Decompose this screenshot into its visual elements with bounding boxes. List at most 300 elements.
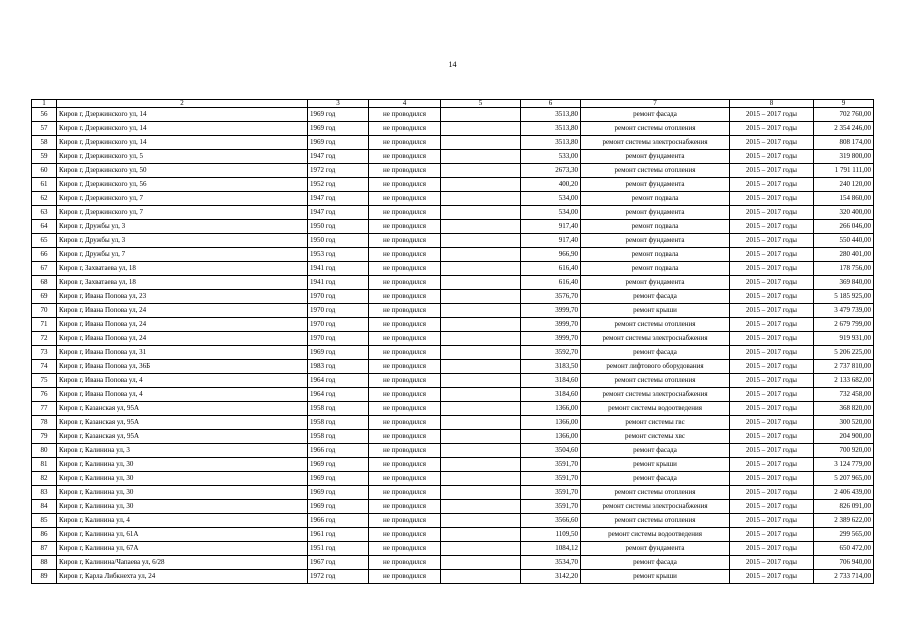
table-row xyxy=(32,556,874,570)
work-type-cell: ремонт системы электроснабжения xyxy=(581,136,730,150)
area-cell: 1366,00 xyxy=(521,430,581,444)
row-number: 73 xyxy=(32,346,57,360)
last-repair-cell: не проводился xyxy=(369,178,441,192)
cost-cell: 919 931,00 xyxy=(814,332,874,346)
cost-cell: 2 679 799,00 xyxy=(814,318,874,332)
work-type-cell: ремонт фасада xyxy=(581,472,730,486)
table-row xyxy=(32,318,874,332)
row-number: 80 xyxy=(32,444,57,458)
period-cell: 2015 – 2017 годы xyxy=(730,206,814,220)
area-cell: 3513,80 xyxy=(521,136,581,150)
empty-cell xyxy=(441,458,521,472)
build-year-cell: 1964 год xyxy=(308,374,369,388)
area-cell: 534,00 xyxy=(521,206,581,220)
last-repair-cell: не проводился xyxy=(369,472,441,486)
work-type-cell: ремонт системы отопления xyxy=(581,374,730,388)
last-repair-cell: не проводился xyxy=(369,360,441,374)
build-year-cell: 1969 год xyxy=(308,122,369,136)
empty-cell xyxy=(441,528,521,542)
empty-cell xyxy=(441,164,521,178)
area-cell: 1084,12 xyxy=(521,542,581,556)
table-row xyxy=(32,346,874,360)
column-header: 4 xyxy=(369,100,441,108)
build-year-cell: 1950 год xyxy=(308,234,369,248)
cost-cell: 808 174,00 xyxy=(814,136,874,150)
empty-cell xyxy=(441,192,521,206)
cost-cell: 5 185 925,00 xyxy=(814,290,874,304)
row-number: 87 xyxy=(32,542,57,556)
row-number: 72 xyxy=(32,332,57,346)
address-cell: Киров г, Ивана Попова ул, 36Б xyxy=(57,360,308,374)
row-number: 88 xyxy=(32,556,57,570)
build-year-cell: 1966 год xyxy=(308,514,369,528)
row-number: 86 xyxy=(32,528,57,542)
table-row xyxy=(32,206,874,220)
work-type-cell: ремонт фасада xyxy=(581,556,730,570)
work-type-cell: ремонт фасада xyxy=(581,290,730,304)
last-repair-cell: не проводился xyxy=(369,556,441,570)
table-row xyxy=(32,402,874,416)
last-repair-cell: не проводился xyxy=(369,500,441,514)
table-row xyxy=(32,262,874,276)
address-cell: Киров г, Калинина ул, 4 xyxy=(57,514,308,528)
work-type-cell: ремонт подвала xyxy=(581,220,730,234)
address-cell: Киров г, Калинина ул, 30 xyxy=(57,500,308,514)
build-year-cell: 1958 год xyxy=(308,430,369,444)
build-year-cell: 1969 год xyxy=(308,108,369,122)
last-repair-cell: не проводился xyxy=(369,444,441,458)
table-row xyxy=(32,388,874,402)
area-cell: 3999,70 xyxy=(521,304,581,318)
period-cell: 2015 – 2017 годы xyxy=(730,444,814,458)
row-number: 71 xyxy=(32,318,57,332)
work-type-cell: ремонт системы отопления xyxy=(581,486,730,500)
work-type-cell: ремонт системы гвс xyxy=(581,416,730,430)
column-header: 6 xyxy=(521,100,581,108)
period-cell: 2015 – 2017 годы xyxy=(730,374,814,388)
cost-cell: 2 133 682,00 xyxy=(814,374,874,388)
cost-cell: 154 860,00 xyxy=(814,192,874,206)
cost-cell: 1 791 111,00 xyxy=(814,164,874,178)
build-year-cell: 1958 год xyxy=(308,416,369,430)
build-year-cell: 1947 год xyxy=(308,192,369,206)
table-row xyxy=(32,290,874,304)
last-repair-cell: не проводился xyxy=(369,416,441,430)
area-cell: 3592,70 xyxy=(521,346,581,360)
build-year-cell: 1947 год xyxy=(308,150,369,164)
period-cell: 2015 – 2017 годы xyxy=(730,192,814,206)
last-repair-cell: не проводился xyxy=(369,206,441,220)
empty-cell xyxy=(441,234,521,248)
period-cell: 2015 – 2017 годы xyxy=(730,220,814,234)
table-row xyxy=(32,164,874,178)
work-type-cell: ремонт крыши xyxy=(581,570,730,584)
area-cell: 3142,20 xyxy=(521,570,581,584)
empty-cell xyxy=(441,500,521,514)
work-type-cell: ремонт системы отопления xyxy=(581,122,730,136)
address-cell: Киров г, Дружбы ул, 3 xyxy=(57,220,308,234)
row-number: 68 xyxy=(32,276,57,290)
last-repair-cell: не проводился xyxy=(369,276,441,290)
build-year-cell: 1947 год xyxy=(308,206,369,220)
row-number: 63 xyxy=(32,206,57,220)
area-cell: 2673,30 xyxy=(521,164,581,178)
last-repair-cell: не проводился xyxy=(369,150,441,164)
table-row xyxy=(32,150,874,164)
work-type-cell: ремонт фасада xyxy=(581,108,730,122)
address-cell: Киров г, Дзержинского ул, 56 xyxy=(57,178,308,192)
work-type-cell: ремонт системы электроснабжения xyxy=(581,332,730,346)
column-header: 2 xyxy=(57,100,308,108)
period-cell: 2015 – 2017 годы xyxy=(730,360,814,374)
row-number: 84 xyxy=(32,500,57,514)
address-cell: Киров г, Ивана Попова ул, 24 xyxy=(57,332,308,346)
area-cell: 966,90 xyxy=(521,248,581,262)
table-row xyxy=(32,178,874,192)
table-row xyxy=(32,108,874,122)
table-row xyxy=(32,374,874,388)
cost-cell: 369 840,00 xyxy=(814,276,874,290)
cost-cell: 5 207 965,00 xyxy=(814,472,874,486)
column-header: 5 xyxy=(441,100,521,108)
area-cell: 1366,00 xyxy=(521,402,581,416)
work-type-cell: ремонт крыши xyxy=(581,458,730,472)
address-cell: Киров г, Калинина ул, 30 xyxy=(57,458,308,472)
table-row xyxy=(32,542,874,556)
area-cell: 400,20 xyxy=(521,178,581,192)
last-repair-cell: не проводился xyxy=(369,570,441,584)
address-cell: Киров г, Казанская ул, 95А xyxy=(57,430,308,444)
work-type-cell: ремонт фундамента xyxy=(581,276,730,290)
period-cell: 2015 – 2017 годы xyxy=(730,122,814,136)
last-repair-cell: не проводился xyxy=(369,192,441,206)
table-row xyxy=(32,570,874,584)
empty-cell xyxy=(441,108,521,122)
row-number: 75 xyxy=(32,374,57,388)
area-cell: 3566,60 xyxy=(521,514,581,528)
empty-cell xyxy=(441,472,521,486)
period-cell: 2015 – 2017 годы xyxy=(730,150,814,164)
work-type-cell: ремонт подвала xyxy=(581,248,730,262)
period-cell: 2015 – 2017 годы xyxy=(730,248,814,262)
period-cell: 2015 – 2017 годы xyxy=(730,290,814,304)
empty-cell xyxy=(441,486,521,500)
area-cell: 917,40 xyxy=(521,234,581,248)
period-cell: 2015 – 2017 годы xyxy=(730,500,814,514)
cost-cell: 240 120,00 xyxy=(814,178,874,192)
cost-cell: 299 565,00 xyxy=(814,528,874,542)
empty-cell xyxy=(441,514,521,528)
empty-cell xyxy=(441,178,521,192)
address-cell: Киров г, Дзержинского ул, 14 xyxy=(57,108,308,122)
row-number: 66 xyxy=(32,248,57,262)
period-cell: 2015 – 2017 годы xyxy=(730,430,814,444)
last-repair-cell: не проводился xyxy=(369,262,441,276)
empty-cell xyxy=(441,318,521,332)
address-cell: Киров г, Карла Либкнехта ул, 24 xyxy=(57,570,308,584)
cost-cell: 319 800,00 xyxy=(814,150,874,164)
build-year-cell: 1969 год xyxy=(308,486,369,500)
row-number: 77 xyxy=(32,402,57,416)
area-cell: 3513,80 xyxy=(521,108,581,122)
area-cell: 3591,70 xyxy=(521,472,581,486)
build-year-cell: 1964 год xyxy=(308,388,369,402)
period-cell: 2015 – 2017 годы xyxy=(730,178,814,192)
address-cell: Киров г, Дзержинского ул, 14 xyxy=(57,136,308,150)
cost-cell: 280 401,00 xyxy=(814,248,874,262)
table-row xyxy=(32,528,874,542)
work-type-cell: ремонт системы водоотведения xyxy=(581,402,730,416)
last-repair-cell: не проводился xyxy=(369,164,441,178)
empty-cell xyxy=(441,136,521,150)
empty-cell xyxy=(441,360,521,374)
last-repair-cell: не проводился xyxy=(369,122,441,136)
period-cell: 2015 – 2017 годы xyxy=(730,304,814,318)
period-cell: 2015 – 2017 годы xyxy=(730,402,814,416)
cost-cell: 702 760,00 xyxy=(814,108,874,122)
work-type-cell: ремонт лифтового оборудования xyxy=(581,360,730,374)
cost-cell: 550 440,00 xyxy=(814,234,874,248)
table-row xyxy=(32,304,874,318)
area-cell: 1366,00 xyxy=(521,416,581,430)
last-repair-cell: не проводился xyxy=(369,514,441,528)
address-cell: Киров г, Ивана Попова ул, 24 xyxy=(57,304,308,318)
empty-cell xyxy=(441,416,521,430)
period-cell: 2015 – 2017 годы xyxy=(730,332,814,346)
table-header-row xyxy=(32,100,874,108)
address-cell: Киров г, Дружбы ул, 3 xyxy=(57,234,308,248)
empty-cell xyxy=(441,374,521,388)
row-number: 85 xyxy=(32,514,57,528)
cost-cell: 266 046,00 xyxy=(814,220,874,234)
cost-cell: 706 940,00 xyxy=(814,556,874,570)
row-number: 58 xyxy=(32,136,57,150)
area-cell: 533,00 xyxy=(521,150,581,164)
area-cell: 3183,50 xyxy=(521,360,581,374)
cost-cell: 732 458,00 xyxy=(814,388,874,402)
work-type-cell: ремонт фундамента xyxy=(581,234,730,248)
build-year-cell: 1969 год xyxy=(308,458,369,472)
work-type-cell: ремонт фундамента xyxy=(581,178,730,192)
table-row xyxy=(32,332,874,346)
build-year-cell: 1970 год xyxy=(308,290,369,304)
address-cell: Киров г, Казанская ул, 95А xyxy=(57,402,308,416)
area-cell: 3513,80 xyxy=(521,122,581,136)
table-row xyxy=(32,360,874,374)
empty-cell xyxy=(441,570,521,584)
empty-cell xyxy=(441,220,521,234)
empty-cell xyxy=(441,290,521,304)
row-number: 59 xyxy=(32,150,57,164)
period-cell: 2015 – 2017 годы xyxy=(730,528,814,542)
column-header: 8 xyxy=(730,100,814,108)
cost-cell: 320 400,00 xyxy=(814,206,874,220)
row-number: 70 xyxy=(32,304,57,318)
build-year-cell: 1961 год xyxy=(308,528,369,542)
address-cell: Киров г, Ивана Попова ул, 24 xyxy=(57,318,308,332)
cost-cell: 2 389 622,00 xyxy=(814,514,874,528)
area-cell: 616,40 xyxy=(521,262,581,276)
cost-cell: 2 737 810,00 xyxy=(814,360,874,374)
area-cell: 917,40 xyxy=(521,220,581,234)
period-cell: 2015 – 2017 годы xyxy=(730,486,814,500)
row-number: 56 xyxy=(32,108,57,122)
cost-cell: 3 124 779,00 xyxy=(814,458,874,472)
build-year-cell: 1966 год xyxy=(308,444,369,458)
area-cell: 3576,70 xyxy=(521,290,581,304)
table-row xyxy=(32,486,874,500)
period-cell: 2015 – 2017 годы xyxy=(730,346,814,360)
table-row xyxy=(32,122,874,136)
period-cell: 2015 – 2017 годы xyxy=(730,514,814,528)
empty-cell xyxy=(441,388,521,402)
last-repair-cell: не проводился xyxy=(369,430,441,444)
column-header: 3 xyxy=(308,100,369,108)
work-type-cell: ремонт подвала xyxy=(581,192,730,206)
address-cell: Киров г, Дзержинского ул, 5 xyxy=(57,150,308,164)
work-type-cell: ремонт крыши xyxy=(581,304,730,318)
build-year-cell: 1970 год xyxy=(308,304,369,318)
column-header: 9 xyxy=(814,100,874,108)
cost-cell: 2 354 246,00 xyxy=(814,122,874,136)
build-year-cell: 1969 год xyxy=(308,136,369,150)
row-number: 82 xyxy=(32,472,57,486)
table-row xyxy=(32,136,874,150)
period-cell: 2015 – 2017 годы xyxy=(730,458,814,472)
work-type-cell: ремонт системы водоотведения xyxy=(581,528,730,542)
last-repair-cell: не проводился xyxy=(369,248,441,262)
address-cell: Киров г, Калинина ул, 67А xyxy=(57,542,308,556)
cost-cell: 2 733 714,00 xyxy=(814,570,874,584)
table-row xyxy=(32,514,874,528)
last-repair-cell: не проводился xyxy=(369,346,441,360)
work-type-cell: ремонт фундамента xyxy=(581,206,730,220)
column-header: 1 xyxy=(32,100,57,108)
table-row xyxy=(32,220,874,234)
build-year-cell: 1967 год xyxy=(308,556,369,570)
cost-cell: 300 520,00 xyxy=(814,416,874,430)
work-type-cell: ремонт системы электроснабжения xyxy=(581,500,730,514)
address-cell: Киров г, Захватаева ул, 18 xyxy=(57,276,308,290)
last-repair-cell: не проводился xyxy=(369,528,441,542)
last-repair-cell: не проводился xyxy=(369,458,441,472)
build-year-cell: 1950 год xyxy=(308,220,369,234)
address-cell: Киров г, Ивана Попова ул, 4 xyxy=(57,388,308,402)
build-year-cell: 1952 год xyxy=(308,178,369,192)
column-header: 7 xyxy=(581,100,730,108)
repair-registry-table xyxy=(31,99,874,584)
address-cell: Киров г, Казанская ул, 95А xyxy=(57,416,308,430)
empty-cell xyxy=(441,304,521,318)
address-cell: Киров г, Дружбы ул, 7 xyxy=(57,248,308,262)
period-cell: 2015 – 2017 годы xyxy=(730,472,814,486)
area-cell: 3591,70 xyxy=(521,500,581,514)
last-repair-cell: не проводился xyxy=(369,374,441,388)
table-body xyxy=(32,108,874,584)
cost-cell: 700 920,00 xyxy=(814,444,874,458)
cost-cell: 826 091,00 xyxy=(814,500,874,514)
row-number: 60 xyxy=(32,164,57,178)
address-cell: Киров г, Дзержинского ул, 7 xyxy=(57,206,308,220)
row-number: 74 xyxy=(32,360,57,374)
empty-cell xyxy=(441,248,521,262)
row-number: 78 xyxy=(32,416,57,430)
table-row xyxy=(32,430,874,444)
empty-cell xyxy=(441,556,521,570)
period-cell: 2015 – 2017 годы xyxy=(730,276,814,290)
last-repair-cell: не проводился xyxy=(369,318,441,332)
build-year-cell: 1958 год xyxy=(308,402,369,416)
empty-cell xyxy=(441,276,521,290)
period-cell: 2015 – 2017 годы xyxy=(730,318,814,332)
table-row xyxy=(32,444,874,458)
row-number: 83 xyxy=(32,486,57,500)
row-number: 61 xyxy=(32,178,57,192)
page-number: 14 xyxy=(448,60,457,69)
area-cell: 616,40 xyxy=(521,276,581,290)
cost-cell: 3 479 739,00 xyxy=(814,304,874,318)
build-year-cell: 1969 год xyxy=(308,472,369,486)
period-cell: 2015 – 2017 годы xyxy=(730,416,814,430)
build-year-cell: 1970 год xyxy=(308,318,369,332)
area-cell: 3999,70 xyxy=(521,318,581,332)
address-cell: Киров г, Калинина/Чапаева ул, 6/28 xyxy=(57,556,308,570)
last-repair-cell: не проводился xyxy=(369,220,441,234)
empty-cell xyxy=(441,430,521,444)
last-repair-cell: не проводился xyxy=(369,108,441,122)
table-row xyxy=(32,192,874,206)
build-year-cell: 1969 год xyxy=(308,346,369,360)
period-cell: 2015 – 2017 годы xyxy=(730,556,814,570)
area-cell: 3184,60 xyxy=(521,388,581,402)
work-type-cell: ремонт фасада xyxy=(581,444,730,458)
area-cell: 3504,60 xyxy=(521,444,581,458)
table-row xyxy=(32,500,874,514)
last-repair-cell: не проводился xyxy=(369,402,441,416)
area-cell: 534,00 xyxy=(521,192,581,206)
empty-cell xyxy=(441,332,521,346)
empty-cell xyxy=(441,444,521,458)
period-cell: 2015 – 2017 годы xyxy=(730,262,814,276)
empty-cell xyxy=(441,402,521,416)
row-number: 76 xyxy=(32,388,57,402)
row-number: 81 xyxy=(32,458,57,472)
address-cell: Киров г, Захватаева ул, 18 xyxy=(57,262,308,276)
area-cell: 3591,70 xyxy=(521,458,581,472)
build-year-cell: 1953 год xyxy=(308,248,369,262)
period-cell: 2015 – 2017 годы xyxy=(730,570,814,584)
area-cell: 3534,70 xyxy=(521,556,581,570)
address-cell: Киров г, Калинина ул, 61А xyxy=(57,528,308,542)
last-repair-cell: не проводился xyxy=(369,388,441,402)
build-year-cell: 1970 год xyxy=(308,332,369,346)
cost-cell: 368 820,00 xyxy=(814,402,874,416)
work-type-cell: ремонт подвала xyxy=(581,262,730,276)
row-number: 67 xyxy=(32,262,57,276)
cost-cell: 650 472,00 xyxy=(814,542,874,556)
empty-cell xyxy=(441,346,521,360)
empty-cell xyxy=(441,150,521,164)
last-repair-cell: не проводился xyxy=(369,486,441,500)
period-cell: 2015 – 2017 годы xyxy=(730,542,814,556)
work-type-cell: ремонт системы отопления xyxy=(581,318,730,332)
work-type-cell: ремонт системы хвс xyxy=(581,430,730,444)
work-type-cell: ремонт системы электроснабжения xyxy=(581,388,730,402)
build-year-cell: 1951 год xyxy=(308,542,369,556)
cost-cell: 5 206 225,00 xyxy=(814,346,874,360)
work-type-cell: ремонт системы отопления xyxy=(581,164,730,178)
last-repair-cell: не проводился xyxy=(369,290,441,304)
